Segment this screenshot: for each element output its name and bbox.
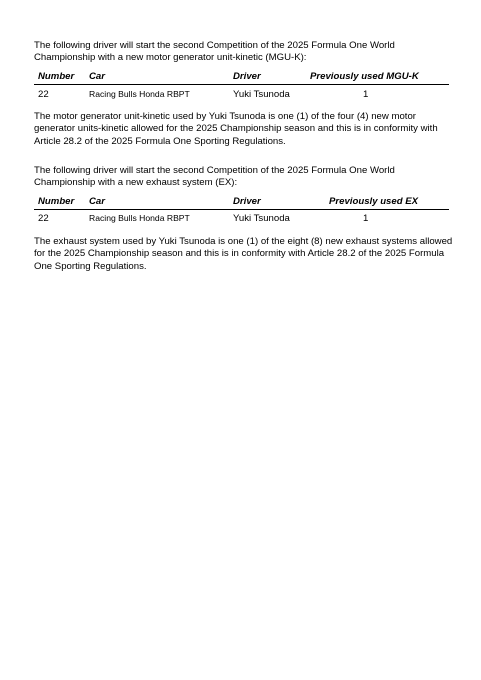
mguk-row-number: 22 bbox=[38, 89, 49, 100]
mguk-header-previously-used: Previously used MGU-K bbox=[310, 71, 419, 82]
ex-conclusion-paragraph: The exhaust system used by Yuki Tsunoda is one (1) of the eight (8) new exhaust systems allowed for the 2025 Championship season and this is in conformity with Article 28.2 of the 2025 Formula One Sporting Regulations. bbox=[34, 236, 453, 272]
mguk-row-driver: Yuki Tsunoda bbox=[233, 89, 290, 100]
ex-table-rule bbox=[34, 209, 449, 210]
mguk-header-car: Car bbox=[89, 71, 105, 82]
mguk-header-number: Number bbox=[38, 71, 75, 82]
ex-header-driver: Driver bbox=[233, 196, 261, 207]
ex-intro-paragraph: The following driver will start the second Competition of the 2025 Formula One World Championship with a new exhaust system (EX): bbox=[34, 165, 395, 189]
mguk-table-rule bbox=[34, 84, 449, 85]
mguk-header-driver: Driver bbox=[233, 71, 261, 82]
mguk-row-previously-used: 1 bbox=[363, 89, 369, 100]
ex-row-car: Racing Bulls Honda RBPT bbox=[89, 213, 190, 223]
ex-row-previously-used: 1 bbox=[363, 213, 369, 224]
ex-header-number: Number bbox=[38, 196, 75, 207]
mguk-intro-paragraph: The following driver will start the second Competition of the 2025 Formula One World Championship with a new motor generator unit-kinetic (MGU-K): bbox=[34, 40, 395, 64]
ex-row-driver: Yuki Tsunoda bbox=[233, 213, 290, 224]
ex-row-number: 22 bbox=[38, 213, 49, 224]
ex-header-previously-used: Previously used EX bbox=[329, 196, 419, 207]
mguk-row-car: Racing Bulls Honda RBPT bbox=[89, 89, 190, 99]
ex-header-car: Car bbox=[89, 196, 105, 207]
mguk-conclusion-paragraph: The motor generator unit-kinetic used by Yuki Tsunoda is one (1) of the four (4) new motor generator units-kinetic allowed for the 2025 Championship season and this is in conformity with Article 28.2 of the 2025 Formula One Sporting Regulations. bbox=[34, 111, 438, 147]
